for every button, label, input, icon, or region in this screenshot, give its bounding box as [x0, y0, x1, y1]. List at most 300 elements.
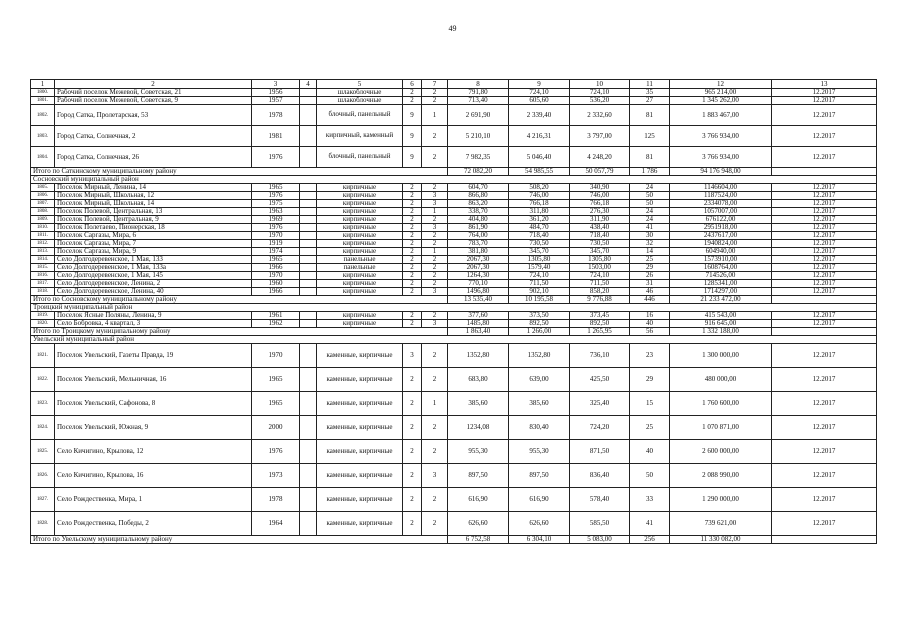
- table-cell: Поселок Мирный, Школьная, 12: [55, 192, 252, 200]
- table-cell: Рабочий поселок Межевой, Советская, 9: [55, 97, 252, 105]
- table-cell: [300, 440, 317, 464]
- section-row: [31, 176, 877, 184]
- table-cell: 626,60: [448, 512, 509, 536]
- table-cell: 858,20: [570, 288, 630, 296]
- table-cell: Поселок Увельский, Сафонова, 8: [55, 392, 252, 416]
- table-cell: 1978: [252, 105, 300, 126]
- total-row: [31, 536, 877, 544]
- table-cell: кирпичные: [317, 240, 403, 248]
- table-cell: Поселок Увельский, Южная, 9: [55, 416, 252, 440]
- table-cell: 33: [630, 488, 670, 512]
- table-row: [31, 89, 877, 97]
- column-number-cell: 11: [630, 80, 670, 89]
- table-row: [31, 368, 877, 392]
- table-cell: 1802.: [31, 105, 55, 126]
- table-cell: 1976: [252, 224, 300, 232]
- table-cell: 2: [403, 248, 422, 256]
- table-cell: 1: [422, 248, 448, 256]
- table-cell: кирпичные: [317, 208, 403, 216]
- table-cell: 585,50: [570, 512, 630, 536]
- table-cell: 12.2017: [772, 208, 877, 216]
- table-cell: 1976: [252, 440, 300, 464]
- table-cell: 604,70: [448, 184, 509, 192]
- table-cell: 892,50: [509, 320, 570, 328]
- table-cell: 1 300 000,00: [670, 344, 772, 368]
- table-cell: 766,18: [570, 200, 630, 208]
- table-cell: 1965: [252, 392, 300, 416]
- table-cell: 1305,80: [570, 256, 630, 264]
- column-number-cell: 9: [509, 80, 570, 89]
- table-cell: 2 691,90: [448, 105, 509, 126]
- table-row: [31, 184, 877, 192]
- table-cell: 2: [403, 184, 422, 192]
- table-cell: 783,70: [448, 240, 509, 248]
- table-cell: каменные, кирпичные: [317, 440, 403, 464]
- total-cell: 21 233 472,00: [670, 296, 772, 304]
- table-cell: 1823.: [31, 392, 55, 416]
- table-cell: панельные: [317, 264, 403, 272]
- table-cell: 12.2017: [772, 440, 877, 464]
- table-cell: 1503,00: [570, 264, 630, 272]
- table-cell: 955,30: [448, 440, 509, 464]
- table-cell: [300, 280, 317, 288]
- table-cell: 381,80: [448, 248, 509, 256]
- table-row: [31, 256, 877, 264]
- table-cell: блочный, панельный: [317, 147, 403, 168]
- total-cell: 54 985,55: [509, 168, 570, 176]
- table-cell: 361,20: [509, 216, 570, 224]
- table-cell: 1822.: [31, 368, 55, 392]
- table-cell: 14: [630, 248, 670, 256]
- table-cell: 1352,80: [448, 344, 509, 368]
- table-cell: 2 088 990,00: [670, 464, 772, 488]
- table-cell: 1814.: [31, 256, 55, 264]
- table-cell: 713,40: [448, 97, 509, 105]
- table-cell: 2067,30: [448, 256, 509, 264]
- table-cell: 1819.: [31, 312, 55, 320]
- table-cell: 1573910,00: [670, 256, 772, 264]
- table-cell: 2 600 000,00: [670, 440, 772, 464]
- table-cell: 2: [403, 256, 422, 264]
- table-cell: 345,70: [509, 248, 570, 256]
- table-cell: 5 210,10: [448, 126, 509, 147]
- table-cell: Село Долгодеревенское, 1 Мая, 145: [55, 272, 252, 280]
- table-cell: 965 214,00: [670, 89, 772, 97]
- column-number-cell: 13: [772, 80, 877, 89]
- table-cell: 626,60: [509, 512, 570, 536]
- total-cell: 256: [630, 536, 670, 544]
- table-cell: 1800.: [31, 89, 55, 97]
- section-row: [31, 336, 877, 344]
- table-cell: панельные: [317, 256, 403, 264]
- table-cell: 3 766 934,00: [670, 147, 772, 168]
- table-cell: 2: [403, 97, 422, 105]
- total-cell: 10 195,58: [509, 296, 570, 304]
- total-cell: 1 863,40: [448, 328, 509, 336]
- table-cell: 1973: [252, 464, 300, 488]
- table-cell: 1981: [252, 126, 300, 147]
- table-cell: 1820.: [31, 320, 55, 328]
- table-cell: Село Долгодеревенское, 1 Мая, 133: [55, 256, 252, 264]
- table-cell: 12.2017: [772, 184, 877, 192]
- table-cell: 12.2017: [772, 464, 877, 488]
- table-cell: 40: [630, 440, 670, 464]
- table-cell: 12.2017: [772, 256, 877, 264]
- table-cell: 2: [422, 256, 448, 264]
- table-cell: 50: [630, 464, 670, 488]
- table-cell: [300, 89, 317, 97]
- table-cell: 12.2017: [772, 192, 877, 200]
- table-cell: шлакоблочные: [317, 97, 403, 105]
- table-cell: Поселок Ясные Поляны, Ленина, 9: [55, 312, 252, 320]
- table-row: [31, 288, 877, 296]
- table-cell: 1826.: [31, 464, 55, 488]
- total-label: Итого по Троицкому муниципальному району: [31, 328, 448, 336]
- total-row: [31, 168, 877, 176]
- table-cell: 2: [422, 184, 448, 192]
- table-cell: Поселок Мирный, Ленина, 14: [55, 184, 252, 192]
- table-cell: Село Бобровка, 4 квартал, 3: [55, 320, 252, 328]
- table-cell: 2: [422, 272, 448, 280]
- total-row: [31, 296, 877, 304]
- table-cell: 2: [403, 320, 422, 328]
- table-row: [31, 344, 877, 368]
- total-cell: 1 786: [630, 168, 670, 176]
- table-cell: [300, 264, 317, 272]
- table-cell: 897,50: [509, 464, 570, 488]
- table-cell: 2: [403, 288, 422, 296]
- table-cell: 1960: [252, 280, 300, 288]
- table-cell: 3: [422, 320, 448, 328]
- column-number-cell: 7: [422, 80, 448, 89]
- table-cell: кирпичные: [317, 320, 403, 328]
- table-cell: 1: [422, 105, 448, 126]
- table-cell: 2: [422, 147, 448, 168]
- table-cell: 1305,80: [509, 256, 570, 264]
- table-cell: каменные, кирпичные: [317, 512, 403, 536]
- table-cell: Поселок Полетаево, Пионерская, 18: [55, 224, 252, 232]
- section-title: Сосновский муниципальный район: [31, 176, 877, 184]
- table-cell: каменные, кирпичные: [317, 488, 403, 512]
- table-cell: 916 645,00: [670, 320, 772, 328]
- table-cell: 24: [630, 184, 670, 192]
- table-cell: 1818.: [31, 288, 55, 296]
- table-row: [31, 320, 877, 328]
- table-cell: 276,30: [570, 208, 630, 216]
- table-cell: 3: [422, 288, 448, 296]
- table-cell: 718,40: [509, 232, 570, 240]
- table-cell: 50: [630, 192, 670, 200]
- table-cell: Село Кичигино, Крылова, 16: [55, 464, 252, 488]
- table-cell: 2: [422, 240, 448, 248]
- table-cell: [300, 368, 317, 392]
- table-cell: 746,00: [570, 192, 630, 200]
- table-cell: 2: [403, 240, 422, 248]
- table-cell: 46: [630, 288, 670, 296]
- table-cell: [300, 416, 317, 440]
- table-cell: 425,50: [570, 368, 630, 392]
- table-cell: 373,45: [570, 312, 630, 320]
- table-cell: 385,60: [448, 392, 509, 416]
- table-cell: 2: [403, 464, 422, 488]
- table-row: [31, 248, 877, 256]
- table-cell: 863,20: [448, 200, 509, 208]
- table-cell: 2: [422, 416, 448, 440]
- table-cell: [300, 248, 317, 256]
- table-cell: 736,10: [570, 344, 630, 368]
- table-cell: 1817.: [31, 280, 55, 288]
- table-cell: 1970: [252, 344, 300, 368]
- table-cell: 41: [630, 512, 670, 536]
- table-row: [31, 272, 877, 280]
- table-cell: 2: [403, 232, 422, 240]
- table-row: [31, 147, 877, 168]
- table-cell: 16: [630, 312, 670, 320]
- table-cell: Село Долгодеревенское, 1 Мая, 133а: [55, 264, 252, 272]
- table-cell: 766,18: [509, 200, 570, 208]
- table-cell: 1714297,00: [670, 288, 772, 296]
- table-cell: 2: [403, 224, 422, 232]
- table-cell: 3: [422, 464, 448, 488]
- table-cell: 2: [422, 488, 448, 512]
- table-cell: 3: [422, 224, 448, 232]
- table-cell: 9: [403, 147, 422, 168]
- table-cell: 9: [403, 105, 422, 126]
- total-cell: 72 082,20: [448, 168, 509, 176]
- table-cell: 718,40: [570, 232, 630, 240]
- table-cell: 1 883 467,00: [670, 105, 772, 126]
- table-cell: 1815.: [31, 264, 55, 272]
- table-cell: 897,50: [448, 464, 509, 488]
- table-cell: 15: [630, 392, 670, 416]
- table-cell: 2 332,60: [570, 105, 630, 126]
- table-cell: 81: [630, 147, 670, 168]
- table-cell: 12.2017: [772, 312, 877, 320]
- total-cell: 446: [630, 296, 670, 304]
- table-cell: 724,10: [509, 272, 570, 280]
- table-cell: 2: [403, 192, 422, 200]
- table-cell: [300, 392, 317, 416]
- total-cell: 9 776,88: [570, 296, 630, 304]
- table-cell: 3: [422, 200, 448, 208]
- table-cell: 12.2017: [772, 280, 877, 288]
- table-cell: 676122,00: [670, 216, 772, 224]
- table-cell: 1285341,00: [670, 280, 772, 288]
- total-cell: 1 265,95: [570, 328, 630, 336]
- table-cell: 2: [422, 264, 448, 272]
- table-cell: 12.2017: [772, 416, 877, 440]
- table-cell: 12.2017: [772, 320, 877, 328]
- table-cell: [300, 192, 317, 200]
- table-cell: 1816.: [31, 272, 55, 280]
- table-cell: Город Сатка, Солнечная, 2: [55, 126, 252, 147]
- table-cell: 791,80: [448, 89, 509, 97]
- table-cell: [300, 97, 317, 105]
- table-cell: 325,40: [570, 392, 630, 416]
- table-cell: 3: [403, 344, 422, 368]
- table-cell: [300, 232, 317, 240]
- table-cell: 24: [630, 208, 670, 216]
- table-cell: 1: [422, 208, 448, 216]
- total-cell: 6 304,10: [509, 536, 570, 544]
- table-cell: кирпичные: [317, 272, 403, 280]
- table-cell: 23: [630, 344, 670, 368]
- table-cell: 1963: [252, 208, 300, 216]
- table-cell: 32: [630, 240, 670, 248]
- table-cell: [300, 320, 317, 328]
- table-cell: 2: [403, 200, 422, 208]
- table-cell: 1496,80: [448, 288, 509, 296]
- table-cell: шлакоблочные: [317, 89, 403, 97]
- table-cell: 2: [403, 368, 422, 392]
- table-row: [31, 512, 877, 536]
- total-cell: 1 332 188,00: [670, 328, 772, 336]
- table-cell: 2437617,00: [670, 232, 772, 240]
- table-cell: кирпичный, каменный: [317, 126, 403, 147]
- table-row: [31, 224, 877, 232]
- table-cell: кирпичные: [317, 288, 403, 296]
- table-cell: кирпичные: [317, 192, 403, 200]
- table-cell: 892,50: [570, 320, 630, 328]
- table-cell: 1234,08: [448, 416, 509, 440]
- table-cell: 4 216,31: [509, 126, 570, 147]
- table-cell: 578,40: [570, 488, 630, 512]
- table-row: [31, 105, 877, 126]
- table-cell: 338,70: [448, 208, 509, 216]
- table-cell: 2067,30: [448, 264, 509, 272]
- table-cell: 2: [422, 216, 448, 224]
- table-cell: 2951918,00: [670, 224, 772, 232]
- table-cell: 12.2017: [772, 147, 877, 168]
- table-cell: 81: [630, 105, 670, 126]
- column-number-row: [31, 80, 877, 89]
- table-row: [31, 216, 877, 224]
- table-row: [31, 264, 877, 272]
- table-cell: [300, 147, 317, 168]
- table-cell: 2: [403, 488, 422, 512]
- table-cell: 1803.: [31, 126, 55, 147]
- table-cell: 1965: [252, 256, 300, 264]
- table-cell: Рабочий поселок Межевой, Советская, 21: [55, 89, 252, 97]
- housing-register-table: [30, 79, 877, 544]
- table-cell: кирпичные: [317, 184, 403, 192]
- table-cell: Поселок Полевой, Центральная, 9: [55, 216, 252, 224]
- table-row: [31, 392, 877, 416]
- table-cell: кирпичные: [317, 248, 403, 256]
- column-number-cell: 6: [403, 80, 422, 89]
- column-number-cell: 1: [31, 80, 55, 89]
- table-cell: 2 339,40: [509, 105, 570, 126]
- table-cell: 2: [422, 312, 448, 320]
- table-cell: 345,70: [570, 248, 630, 256]
- table-cell: 1966: [252, 288, 300, 296]
- table-cell: 7 982,35: [448, 147, 509, 168]
- table-cell: 415 543,00: [670, 312, 772, 320]
- table-cell: каменные, кирпичные: [317, 368, 403, 392]
- table-cell: кирпичные: [317, 224, 403, 232]
- total-label: Итого по Саткинскому муниципальному району: [31, 168, 448, 176]
- table-cell: 404,80: [448, 216, 509, 224]
- table-cell: 2: [403, 416, 422, 440]
- table-cell: 1966: [252, 264, 300, 272]
- table-row: [31, 280, 877, 288]
- table-cell: 1821.: [31, 344, 55, 368]
- table-cell: 2000: [252, 416, 300, 440]
- table-cell: 2: [403, 440, 422, 464]
- total-cell: 56: [630, 328, 670, 336]
- table-cell: [300, 256, 317, 264]
- table-cell: 1811.: [31, 232, 55, 240]
- table-cell: 1608764,00: [670, 264, 772, 272]
- table-cell: 1978: [252, 488, 300, 512]
- table-cell: [300, 512, 317, 536]
- table-cell: 1 345 262,00: [670, 97, 772, 105]
- table-cell: 770,10: [448, 280, 509, 288]
- table-cell: 1970: [252, 232, 300, 240]
- table-cell: 2: [403, 216, 422, 224]
- table-cell: 438,40: [570, 224, 630, 232]
- table-cell: 1352,80: [509, 344, 570, 368]
- total-cell: 94 176 948,00: [670, 168, 772, 176]
- table-cell: [300, 200, 317, 208]
- table-cell: 12.2017: [772, 97, 877, 105]
- table-cell: 871,50: [570, 440, 630, 464]
- table-cell: 1057007,00: [670, 208, 772, 216]
- table-cell: каменные, кирпичные: [317, 392, 403, 416]
- table-cell: 683,80: [448, 368, 509, 392]
- table-cell: 4 248,20: [570, 147, 630, 168]
- table-cell: 2: [422, 232, 448, 240]
- table-cell: 311,80: [509, 208, 570, 216]
- table-cell: 836,40: [570, 464, 630, 488]
- table-cell: 955,30: [509, 440, 570, 464]
- table-cell: 1 760 600,00: [670, 392, 772, 416]
- table-cell: 2: [403, 89, 422, 97]
- column-number-cell: 10: [570, 80, 630, 89]
- table-cell: 508,20: [509, 184, 570, 192]
- table-cell: 12.2017: [772, 126, 877, 147]
- table-cell: 1976: [252, 147, 300, 168]
- table-cell: 866,80: [448, 192, 509, 200]
- table-cell: 1807.: [31, 200, 55, 208]
- table-cell: 484,70: [509, 224, 570, 232]
- table-cell: 711,50: [570, 280, 630, 288]
- table-cell: [300, 464, 317, 488]
- table-cell: 604940,00: [670, 248, 772, 256]
- table-row: [31, 97, 877, 105]
- table-cell: 1808.: [31, 208, 55, 216]
- table-cell: [300, 488, 317, 512]
- table-cell: 2: [403, 208, 422, 216]
- table-cell: 3 766 934,00: [670, 126, 772, 147]
- table-cell: 1804.: [31, 147, 55, 168]
- total-cell: 11 330 082,00: [670, 536, 772, 544]
- table-cell: 1962: [252, 320, 300, 328]
- table-cell: 2: [422, 97, 448, 105]
- table-cell: 724,10: [570, 89, 630, 97]
- table-cell: 27: [630, 97, 670, 105]
- table-cell: Поселок Полевой, Центральная, 13: [55, 208, 252, 216]
- table-cell: 1812.: [31, 240, 55, 248]
- table-row: [31, 232, 877, 240]
- table-cell: кирпичные: [317, 232, 403, 240]
- column-number-cell: 2: [55, 80, 252, 89]
- table-cell: 1: [422, 392, 448, 416]
- total-label: Итого по Увельскому муниципальному району: [31, 536, 448, 544]
- table-cell: 29: [630, 264, 670, 272]
- table-cell: 385,60: [509, 392, 570, 416]
- table-row: [31, 312, 877, 320]
